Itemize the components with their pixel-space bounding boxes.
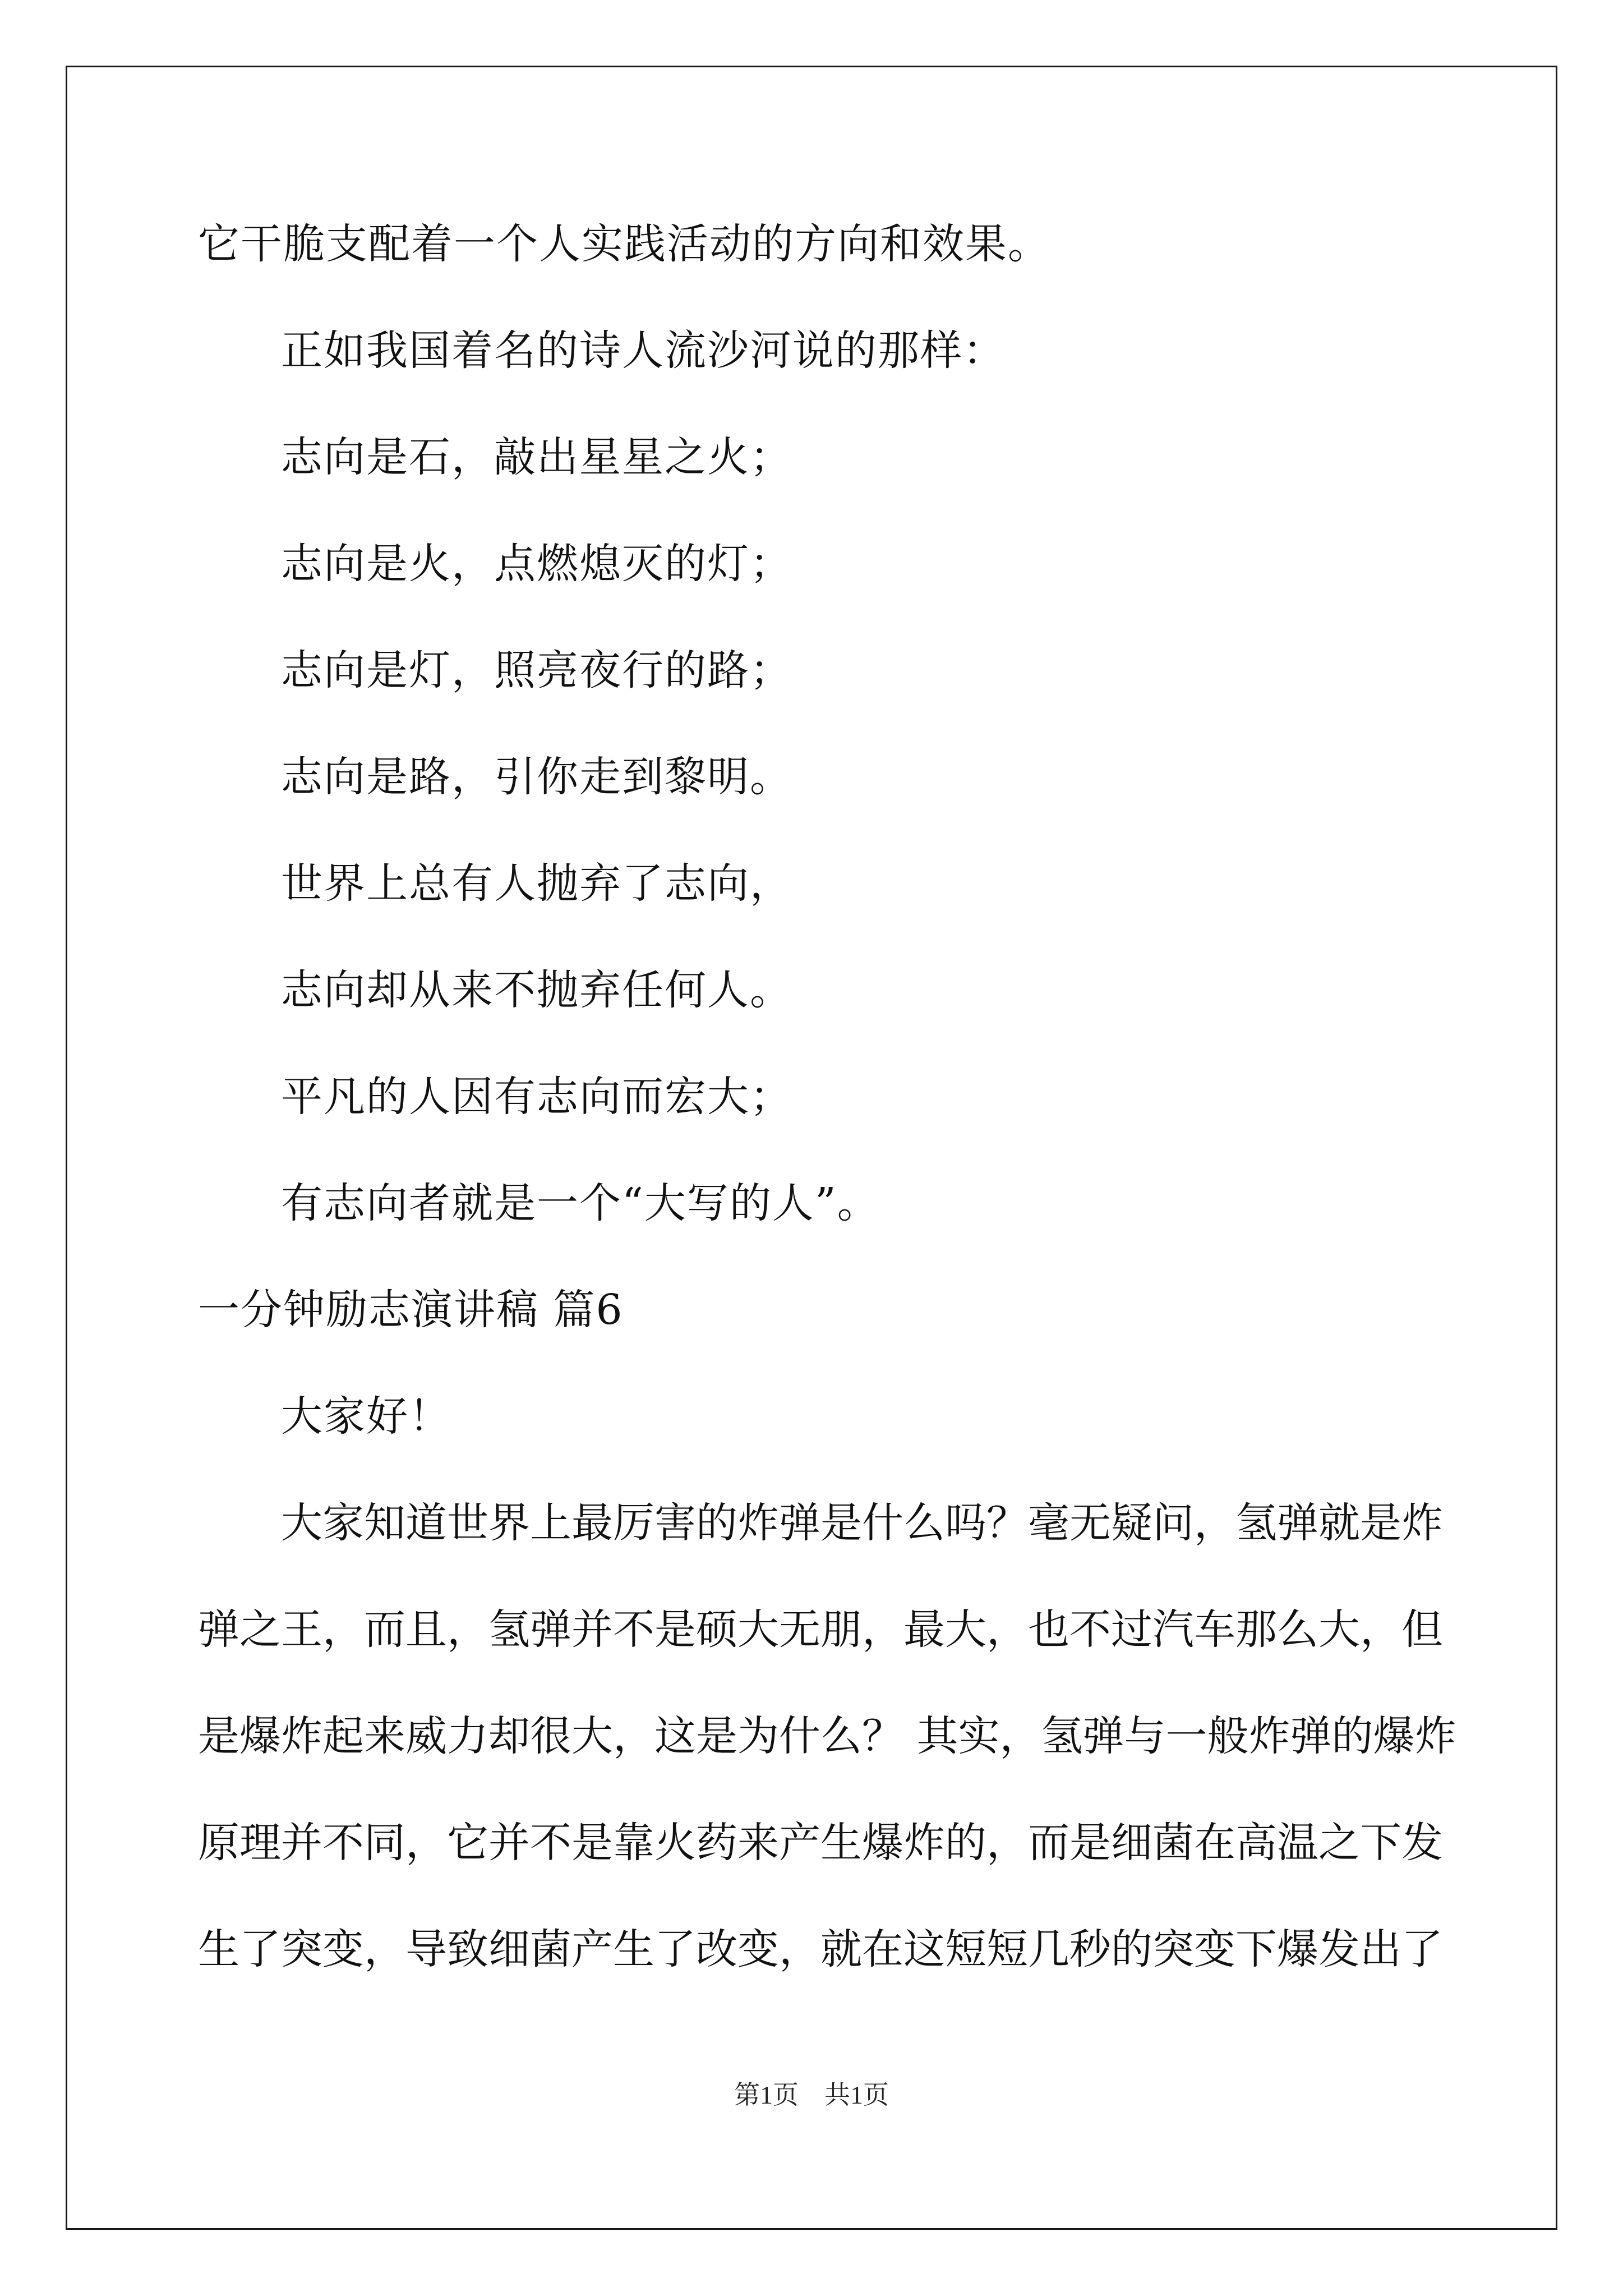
page-border: [66, 66, 1557, 2230]
greeting-line: 大家好！: [281, 1392, 451, 1441]
page-number-footer: 第1页 共1页: [734, 2081, 889, 2109]
poem-line: 世界上总有人抛弃了志向，: [281, 859, 792, 908]
poem-line: 志向是路，引你走到黎明。: [281, 753, 792, 801]
poem-line: 志向是石，敲出星星之火；: [281, 433, 792, 481]
paragraph-line: 弹之王，而且，氢弹并不是硕大无朋，最大，也不过汽车那么大，但: [198, 1605, 1443, 1654]
paragraph-line: 生了突变，导致细菌产生了改变，就在这短短几秒的突变下爆发出了: [198, 1925, 1443, 1973]
poem-line: 志向却从来不抛弃任何人。: [281, 966, 792, 1014]
section-heading: 一分钟励志演讲稿 篇6: [198, 1286, 624, 1334]
paragraph-line: 原理并不同，它并不是靠火药来产生爆炸的，而是细菌在高温之下发: [198, 1819, 1443, 1867]
poem-line: 有志向者就是一个“大写的人”。: [281, 1179, 880, 1227]
poem-line: 志向是灯，照亮夜行的路；: [281, 646, 792, 694]
poem-line: 志向是火，点燃熄灭的灯；: [281, 540, 792, 588]
poem-line: 平凡的人因有志向而宏大；: [281, 1073, 792, 1121]
paragraph-line: 大家知道世界上最厉害的炸弹是什么吗？毫无疑问，氢弹就是炸: [281, 1499, 1443, 1547]
paragraph-line: 正如我国着名的诗人流沙河说的那样：: [281, 326, 1006, 375]
paragraph-line: 是爆炸起来威力却很大，这是为什么？ 其实，氢弹与一般炸弹的爆炸: [198, 1712, 1456, 1760]
paragraph-line: 它干脆支配着一个人实践活动的方向和效果。: [198, 220, 1050, 268]
